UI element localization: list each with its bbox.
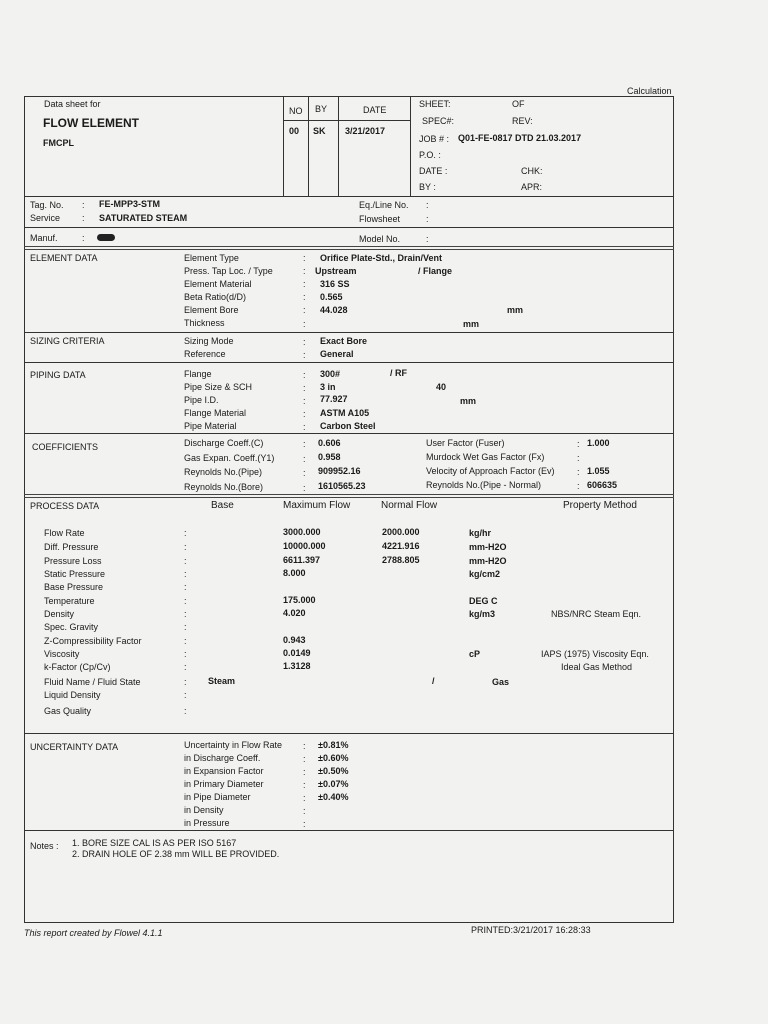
element-label: Beta Ratio(d/D) [184, 292, 247, 302]
no-label: NO [289, 106, 303, 116]
header-divider [338, 96, 339, 196]
colon: : [303, 454, 306, 464]
of-label: OF [512, 99, 525, 109]
process-label: k-Factor (Cp/Cv) [44, 662, 111, 672]
element-value: 44.028 [320, 305, 348, 315]
colon: : [303, 337, 306, 347]
process-max-flow: 6611.397 [283, 555, 321, 565]
process-label: Liquid Density [44, 690, 101, 700]
piping-label: Flange [184, 369, 212, 379]
company-name: FMCPL [43, 138, 74, 148]
job-value: Q01-FE-0817 DTD 21.03.2017 [458, 133, 582, 143]
colon: : [303, 319, 306, 329]
uncertainty-label: in Expansion Factor [184, 766, 264, 776]
section-line [24, 332, 674, 333]
colon: : [303, 350, 306, 360]
colon: : [184, 636, 187, 646]
job-label: JOB # : [419, 134, 450, 144]
section-line [24, 227, 674, 228]
uncertainty-section-title: UNCERTAINTY DATA [30, 742, 119, 752]
colon: : [303, 483, 306, 493]
piping-label: Pipe I.D. [184, 395, 219, 405]
colon: : [184, 690, 187, 700]
process-label: Flow Rate [44, 528, 85, 538]
piping-label: Pipe Material [184, 421, 237, 431]
colon: : [303, 806, 306, 816]
top-label: Calculation [627, 86, 672, 96]
colon: : [303, 780, 306, 790]
colon: : [184, 706, 187, 716]
coefficients-section-title: COEFFICIENTS [32, 442, 99, 452]
coef-value: 909952.16 [318, 466, 361, 476]
frame-left [24, 96, 25, 923]
piping-value: 3 in [320, 382, 336, 392]
process-label: Diff. Pressure [44, 542, 99, 552]
flowsheet-label: Flowsheet [359, 214, 401, 224]
double-line [24, 494, 674, 495]
uncertainty-label: in Pipe Diameter [184, 792, 251, 802]
colon: : [303, 767, 306, 777]
element-value: 0.565 [320, 292, 343, 302]
by-label: BY [315, 104, 328, 114]
process-max-flow: 4.020 [283, 608, 306, 618]
uncertainty-value: ±0.07% [318, 779, 349, 789]
double-line [24, 249, 674, 250]
element-label: Element Type [184, 253, 239, 263]
coef-label: Velocity of Approach Factor (Ev) [426, 466, 555, 476]
uncertainty-value: ±0.60% [318, 753, 349, 763]
process-max-flow: 1.3128 [283, 661, 311, 671]
process-label: Temperature [44, 596, 95, 606]
process-label: Gas Quality [44, 706, 92, 716]
uncertainty-label: in Pressure [184, 818, 230, 828]
element-unit: mm [507, 305, 524, 315]
colon: : [303, 439, 306, 449]
piping-value: 300# [320, 369, 341, 379]
header-divider [283, 96, 284, 196]
process-label: Density [44, 609, 75, 619]
coef-value: 1610565.23 [318, 481, 366, 491]
process-label: Base Pressure [44, 582, 104, 592]
section-line [24, 830, 674, 831]
element-label: Thickness [184, 318, 225, 328]
piping-value: ASTM A105 [320, 408, 370, 418]
sizing-value: Exact Bore [320, 336, 368, 346]
coef-value: 606635 [587, 480, 618, 490]
element-label: Press. Tap Loc. / Type [184, 266, 273, 276]
colon: : [577, 453, 580, 463]
colon: : [184, 609, 187, 619]
col-normal-flow: Normal Flow [381, 500, 438, 511]
section-line [24, 433, 674, 434]
element-value: Orifice Plate-Std., Drain/Vent [320, 253, 443, 263]
process-method: Ideal Gas Method [561, 662, 633, 672]
piping-section-title: PIPING DATA [30, 370, 86, 380]
colon: : [184, 677, 187, 687]
date2-label: DATE : [419, 166, 448, 176]
rev-label: REV: [512, 116, 533, 126]
element-value: Upstream [315, 266, 357, 276]
uncertainty-label: in Primary Diameter [184, 779, 264, 789]
process-unit: mm-H2O [469, 542, 507, 552]
piping-value: 77.927 [320, 394, 348, 404]
colon: : [577, 439, 580, 449]
sizing-label: Sizing Mode [184, 336, 234, 346]
colon: : [303, 370, 306, 380]
element-value: 316 SS [320, 279, 350, 289]
header-divider [283, 120, 410, 121]
colon: : [303, 292, 306, 302]
colon: : [303, 266, 306, 276]
coef-label: User Factor (Fuser) [426, 438, 505, 448]
colon: : [184, 622, 187, 632]
colon: : [82, 213, 85, 223]
date-label: DATE [363, 105, 387, 115]
colon: : [426, 200, 429, 210]
coef-label: Reynolds No.(Pipe) [184, 467, 263, 477]
double-line [24, 497, 674, 498]
process-max-flow: 10000.000 [283, 541, 326, 551]
by2-label: BY : [419, 182, 436, 192]
colon: : [184, 596, 187, 606]
uncertainty-value: ±0.81% [318, 740, 349, 750]
process-max-flow: 0.0149 [283, 648, 311, 658]
process-label: Static Pressure [44, 569, 106, 579]
process-label: Z-Compressibility Factor [44, 636, 142, 646]
po-label: P.O. : [419, 150, 441, 160]
process-max-flow: 8.000 [283, 568, 306, 578]
note-line: 1. BORE SIZE CAL IS AS PER ISO 5167 [72, 838, 237, 848]
section-line [24, 362, 674, 363]
process-unit: kg/cm2 [469, 569, 501, 579]
apr-label: APR: [521, 182, 543, 192]
eq-label: Eq./Line No. [359, 200, 409, 210]
element-label: Element Bore [184, 305, 239, 315]
piping-extra: 40 [436, 382, 447, 392]
col-property-method: Property Method [563, 500, 637, 511]
coef-label: Discharge Coeff.(C) [184, 438, 264, 448]
header-divider [308, 96, 309, 196]
colon: : [577, 467, 580, 477]
piping-extra: / RF [390, 368, 407, 378]
process-normal-flow: 2788.805 [382, 555, 420, 565]
process-base: Steam [208, 676, 236, 686]
process-unit: mm-H2O [469, 556, 507, 566]
process-max-flow: 175.000 [283, 595, 316, 605]
colon: : [184, 662, 187, 672]
process-section-title: PROCESS DATA [30, 501, 100, 511]
tag-label: Tag. No. [30, 200, 64, 210]
spec-label: SPEC#: [422, 116, 455, 126]
element-section-title: ELEMENT DATA [30, 253, 98, 263]
colon: : [184, 649, 187, 659]
colon: : [303, 383, 306, 393]
process-unit: kg/m3 [469, 609, 496, 619]
element-unit: mm [463, 319, 480, 329]
frame-bottom [24, 922, 674, 923]
process-unit: cP [469, 649, 481, 659]
data-sheet-for: Data sheet for [44, 99, 101, 109]
colon: : [426, 214, 429, 224]
section-line [24, 733, 674, 734]
col-base: Base [211, 500, 234, 511]
colon: : [303, 279, 306, 289]
colon: : [303, 468, 306, 478]
note-line: 2. DRAIN HOLE OF 2.38 mm WILL BE PROVIDED. [72, 849, 280, 859]
coef-label: Reynolds No.(Pipe - Normal) [426, 480, 542, 490]
coef-label: Murdock Wet Gas Factor (Fx) [426, 452, 545, 462]
colon: : [303, 819, 306, 829]
process-label: Fluid Name / Fluid State [44, 677, 141, 687]
redacted-mark [97, 234, 115, 241]
page-title: FLOW ELEMENT [43, 116, 139, 130]
process-method: NBS/NRC Steam Eqn. [551, 609, 642, 619]
process-normal-flow: / [432, 676, 435, 686]
process-unit: Gas [492, 677, 510, 687]
uncertainty-label: in Discharge Coeff. [184, 753, 261, 763]
no-value: 00 [289, 126, 300, 136]
piping-label: Pipe Size & SCH [184, 382, 253, 392]
piping-unit: mm [460, 396, 477, 406]
coef-value: 0.958 [318, 452, 341, 462]
colon: : [184, 569, 187, 579]
service-label: Service [30, 213, 61, 223]
process-max-flow: 0.943 [283, 635, 306, 645]
colon: : [303, 754, 306, 764]
date-value: 3/21/2017 [345, 126, 386, 136]
uncertainty-value: ±0.50% [318, 766, 349, 776]
process-label: Spec. Gravity [44, 622, 99, 632]
piping-label: Flange Material [184, 408, 247, 418]
colon: : [184, 528, 187, 538]
colon: : [303, 793, 306, 803]
process-max-flow: 3000.000 [283, 527, 321, 537]
colon: : [303, 409, 306, 419]
col-maximum-flow: Maximum Flow [283, 500, 351, 511]
frame-right [673, 96, 674, 923]
process-normal-flow: 4221.916 [382, 541, 420, 551]
chk-label: CHK: [521, 166, 543, 176]
colon: : [426, 234, 429, 244]
colon: : [82, 200, 85, 210]
colon: : [184, 542, 187, 552]
coef-value: 1.055 [587, 466, 610, 476]
uncertainty-label: in Density [184, 805, 224, 815]
created-by: This report created by Flowel 4.1.1 [24, 928, 163, 938]
coef-label: Reynolds No.(Bore) [184, 482, 264, 492]
colon: : [303, 305, 306, 315]
model-label: Model No. [359, 234, 401, 244]
double-line [24, 246, 674, 247]
sizing-label: Reference [184, 349, 226, 359]
element-label: Element Material [184, 279, 252, 289]
sizing-value: General [320, 349, 354, 359]
process-label: Viscosity [44, 649, 80, 659]
sizing-section-title: SIZING CRITERIA [30, 336, 105, 346]
coef-value: 1.000 [587, 438, 610, 448]
header-divider [410, 96, 411, 196]
header-bottom-line [24, 196, 674, 197]
coef-label: Gas Expan. Coeff.(Y1) [184, 453, 275, 463]
service-value: SATURATED STEAM [99, 213, 188, 223]
colon: : [82, 233, 85, 243]
piping-value: Carbon Steel [320, 421, 376, 431]
frame-top [24, 96, 674, 97]
notes-label: Notes : [30, 841, 59, 851]
colon: : [184, 582, 187, 592]
process-unit: kg/hr [469, 528, 492, 538]
element-extra: / Flange [418, 266, 453, 276]
process-label: Pressure Loss [44, 556, 102, 566]
colon: : [184, 556, 187, 566]
colon: : [577, 481, 580, 491]
colon: : [303, 422, 306, 432]
manuf-label: Manuf. [30, 233, 58, 243]
tag-value: FE-MPP3-STM [99, 199, 161, 209]
uncertainty-value: ±0.40% [318, 792, 349, 802]
sheet-label: SHEET: [419, 99, 451, 109]
by-value: SK [313, 126, 326, 136]
colon: : [303, 741, 306, 751]
colon: : [303, 396, 306, 406]
printed-timestamp: PRINTED:3/21/2017 16:28:33 [471, 925, 591, 935]
coef-value: 0.606 [318, 438, 341, 448]
process-normal-flow: 2000.000 [382, 527, 420, 537]
process-method: IAPS (1975) Viscosity Eqn. [541, 649, 649, 659]
colon: : [303, 253, 306, 263]
uncertainty-label: Uncertainty in Flow Rate [184, 740, 283, 750]
process-unit: DEG C [469, 596, 498, 606]
